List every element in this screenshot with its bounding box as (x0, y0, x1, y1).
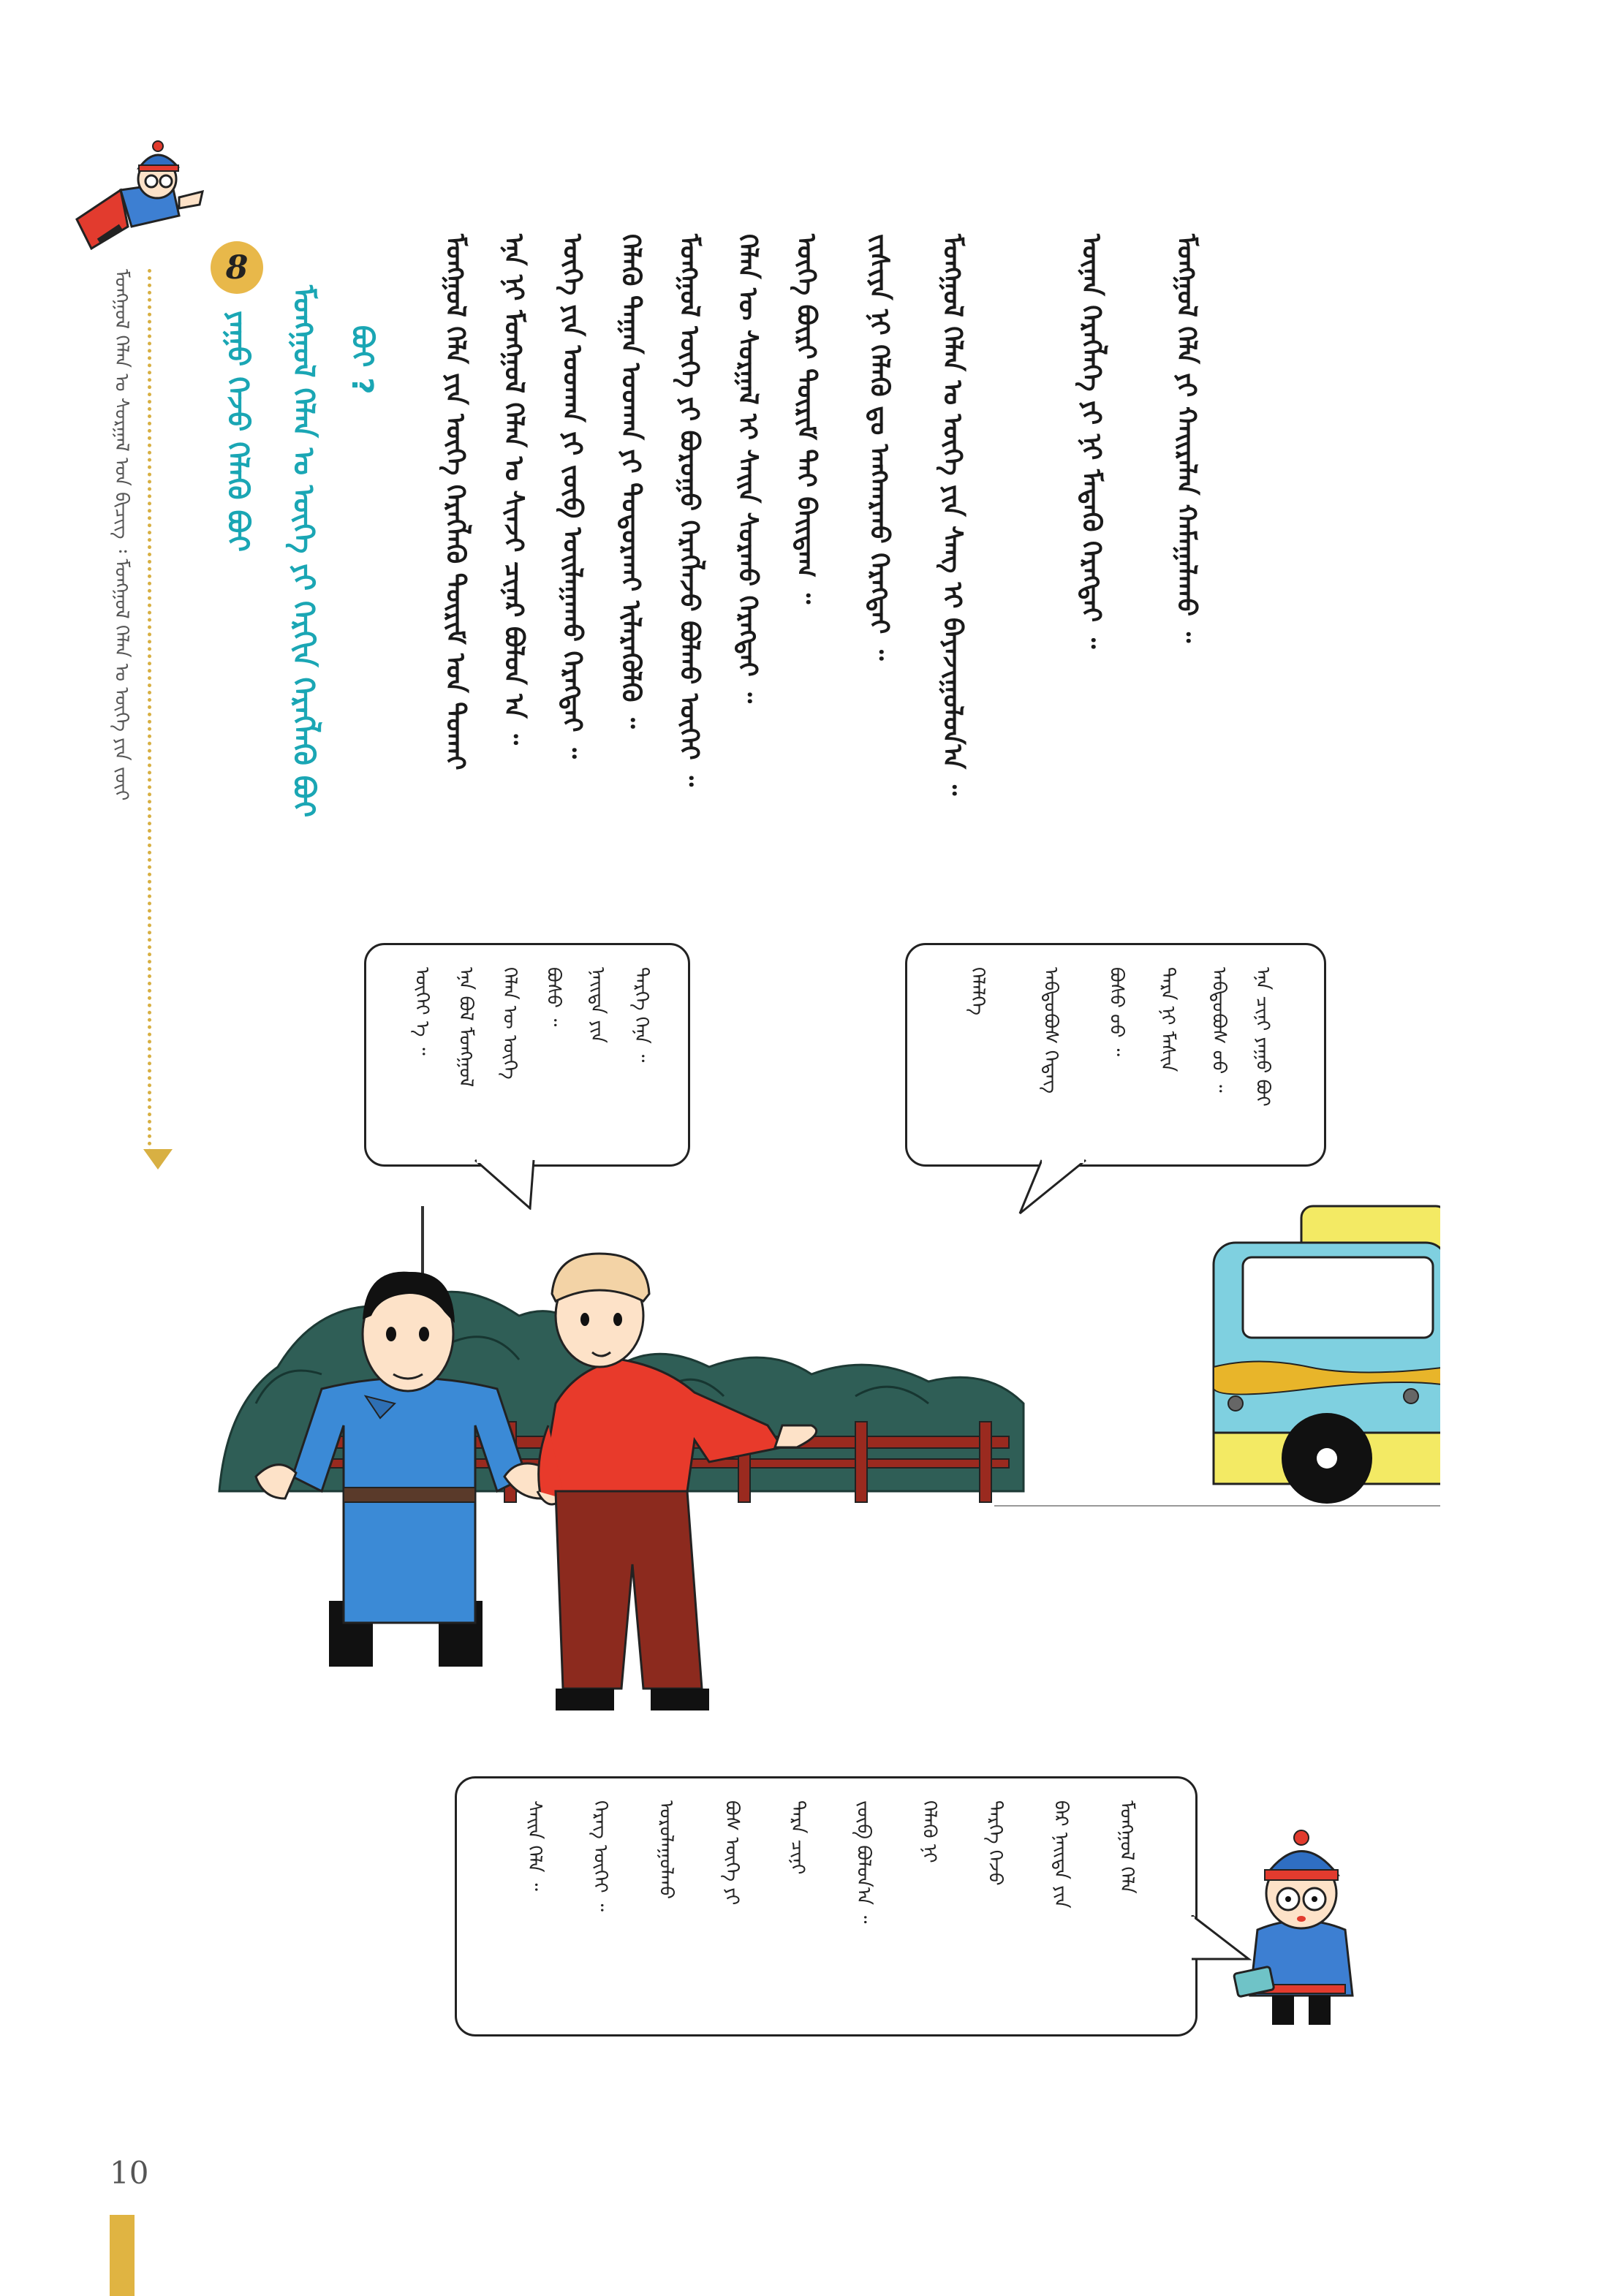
speech-bubble-left (364, 943, 690, 1167)
body-line: ᠮᠣᠩᠭᠣᠯ ᠬᠡᠯᠡᠨ ᠤ ᠦᠭᠡ ᠶᠢᠨ ᠰᠠᠩ ᠢ ᠪᠠᠶᠠᠵᠢᠭᠤᠯᠤᠨ᠎ᠠ ᠃ (937, 234, 967, 796)
header-arrow-icon (143, 1149, 173, 1170)
bubble-line: ᠪᠤᠰᠤ ᠦᠦ ᠃ (1105, 967, 1127, 1057)
bubble-line: ᠨᠡᠢᠲᠡ ᠶᠢᠨ (586, 967, 608, 1043)
body-line: ᠵᠢᠱᠢᠶᠡ ᠨᠢ ᠬᠡᠯᠡᠬᠦ ᠳᠤ ᠠᠩᠬᠠᠷᠬᠤ ᠬᠡᠷᠡᠭᠲᠡᠢ ᠃ (864, 234, 894, 661)
body-line: ᠦᠨᠡᠨ ᠬᠡᠷᠡᠭᠯᠡᠭᠡ ᠶᠢ ᠨᠢ ᠮᠡᠳᠡᠬᠦ ᠬᠡᠷᠡᠭᠲᠡᠢ ᠃ (1076, 234, 1106, 649)
bubble-line: ᠲᠡᠷᠭᠡ ᠭᠡᠨᠡ ᠃ (630, 967, 652, 1063)
speech-bubble-right (905, 943, 1326, 1167)
body-line: ᠮᠣᠩᠭᠣᠯ ᠬᠡᠯᠡ ᠶᠢᠨ ᠦᠭᠡ ᠬᠡᠷᠡᠭᠯᠡᠬᠦ ᠳᠦᠷᠢᠮ ᠤᠨ ᠲᠤᠬᠠᠢ (440, 234, 470, 770)
body-line: ᠬᠡᠯᠡᠨ ᠦ ᠰᠤᠷᠭᠠᠯ ᠢ ᠰᠠᠢᠨ ᠰᠤᠷᠬᠤ ᠬᠡᠷᠡᠭᠲᠡᠢ ᠃ (733, 234, 763, 703)
header-dotted-rule (148, 269, 151, 1153)
section-number-badge (211, 241, 263, 294)
bubble-line: ᠬᠡᠯᠡᠬᠦ ᠨᠢ (918, 1800, 940, 1863)
bubble-line: ᠬᠡᠷᠡᠭ ᠦᠭᠡᠢ ᠃ (589, 1800, 611, 1912)
body-line: ᠮᠣᠩᠭᠣᠯ ᠬᠡᠯᠡ ᠶᠢ ᠬᠠᠢᠷᠠᠯᠠᠨ ᠬᠠᠮᠠᠭᠠᠯᠠᠬᠤ ᠃ (1171, 234, 1201, 643)
body-line: ᠡᠨᠡ ᠨᠢ ᠮᠣᠩᠭᠣᠯ ᠬᠡᠯᠡᠨ ᠤ ᠰᠢᠨᠵᠢ ᠴᠢᠨᠠᠷ ᠪᠣᠯᠤᠨ ᠠ ᠃ (499, 234, 529, 745)
body-line: ᠮᠣᠩᠭᠣᠯ ᠦᠭᠡ ᠶᠢ ᠪᠤᠷᠤᠭᠤ ᠬᠡᠷᠡᠭᠯᠡᠵᠦ ᠪᠣᠯᠬᠤ ᠦᠭᠡᠢ ᠃ (674, 234, 704, 787)
bubble-line: ᠲᠡᠷᠡ ᠴᠢᠨᠢ (787, 1800, 809, 1875)
flying-boy-mascot-icon (69, 139, 216, 263)
section-title-line-2: ᠮᠣᠩᠭᠣᠯ ᠬᠡᠯᠡᠨ ᠤ ᠦᠭᠡ ᠶᠢ ᠬᠡᠷᠬᠢᠨ ᠬᠡᠷᠡᠭᠯᠡᠬᠦ ᠪᠤᠢ (287, 285, 320, 818)
bubble-line: ᠡᠨᠡ ᠪᠣᠯ ᠮᠣᠩᠭᠣᠯ (455, 967, 477, 1088)
speech-bubble-bottom (455, 1776, 1198, 2037)
body-line: ᠦᠭᠡ ᠪᠦᠷᠢ ᠳᠦᠷᠢᠮ ᠲᠡᠢ ᠪᠠᠢᠳᠠᠭ ᠃ (791, 234, 821, 605)
body-line: ᠦᠭᠡ ᠶᠢᠨ ᠤᠳᠬᠠ ᠶᠢ ᠵᠥᠪ ᠣᠢᠯᠠᠭᠠᠬᠤ ᠬᠡᠷᠡᠭᠲᠡᠢ ᠃ (557, 234, 587, 759)
section-title-line-3: ᠪᠤᠢ ? (345, 325, 379, 395)
bubble-line: ᠰᠠᠢᠨ ᠬᠡᠯᠡ ᠃ (523, 1800, 545, 1891)
body-line: ᠬᠡᠯᠡᠬᠦ ᠳᠠᠭᠠᠨ ᠤᠳᠬᠠ ᠶᠢ ᠲᠣᠳᠣᠷᠬᠠᠢ ᠢᠯᠡᠷᠡᠭᠦᠯᠬᠦ ᠃ (616, 234, 646, 729)
bubble-line: ᠠᠪᠲᠣᠪᠦᠰ ᠭᠡᠳᠡᠭ (1040, 967, 1062, 1094)
bubble-line: ᠠᠪᠲᠣᠪᠦᠰ ᠤᠤ ᠃ (1208, 967, 1230, 1093)
boy-mascot-icon (1228, 1820, 1374, 2039)
bubble-line: ᠲᠡᠷᠭᠡ ᠭᠡᠵᠦ (984, 1800, 1006, 1886)
street-scene-illustration (212, 1184, 1440, 1710)
page-edge-tab (110, 2215, 135, 2296)
page-number: 10 (110, 2155, 149, 2191)
bubble-line: ᠡᠨᠡ ᠴᠢᠨᠢ ᠶᠠᠭᠤ ᠪᠤᠢ (1252, 967, 1274, 1107)
bubble-line: ᠪᠡᠷ ᠨᠡᠢᠲᠡ ᠶᠢᠨ (1050, 1800, 1072, 1909)
section-number: 8 (225, 249, 249, 287)
bubble-line: ᠵᠥᠪ ᠪᠣᠯᠤᠨ᠎ᠠ ᠃ (852, 1800, 874, 1924)
bubble-line: ᠪᠤᠰ ᠦᠭᠡ ᠶᠢ (721, 1800, 743, 1906)
bubble-line: ᠲᠡᠷᠡ ᠨᠢ ᠮᠠᠰᠢᠨ (1157, 967, 1179, 1072)
section-title-line-1: ᠶᠠᠭᠤ ᠭᠡᠵᠦ ᠬᠡᠯᠡᠬᠦ ᠪᠤᠢ (221, 311, 254, 552)
bubble-line: ᠦᠭᠡᠢ ᠡ ᠃ (411, 967, 433, 1056)
bubble-line: ᠮᠣᠩᠭᠣᠯ ᠬᠡᠯᠡ (1116, 1800, 1138, 1894)
bubble-line: ᠬᠡᠯᠡᠨ ᠦ ᠦᠭᠡ (499, 967, 521, 1080)
bubble-line: ᠬᠡᠯᠡᠯᠭᠡ (966, 967, 988, 1016)
bubble-line: ᠣᠷᠣᠯᠠᠭᠤᠯᠬᠤ (655, 1800, 677, 1900)
running-header: ᠮᠣᠩᠭᠣᠯ ᠬᠡᠯᠡᠨ ᠤ ᠰᠤᠷᠭᠠᠯ ᠤᠨ ᠪᠢᠴᠢᠭ ᠄ ᠮᠣᠩᠭᠣᠯ ᠬᠡᠯᠡᠨ ᠤ ᠦᠭᠡ ᠶᠢᠨ ᠵᠦᠢ (110, 269, 132, 801)
bubble-line: ᠪᠤᠰᠤ ᠃ (542, 967, 564, 1027)
